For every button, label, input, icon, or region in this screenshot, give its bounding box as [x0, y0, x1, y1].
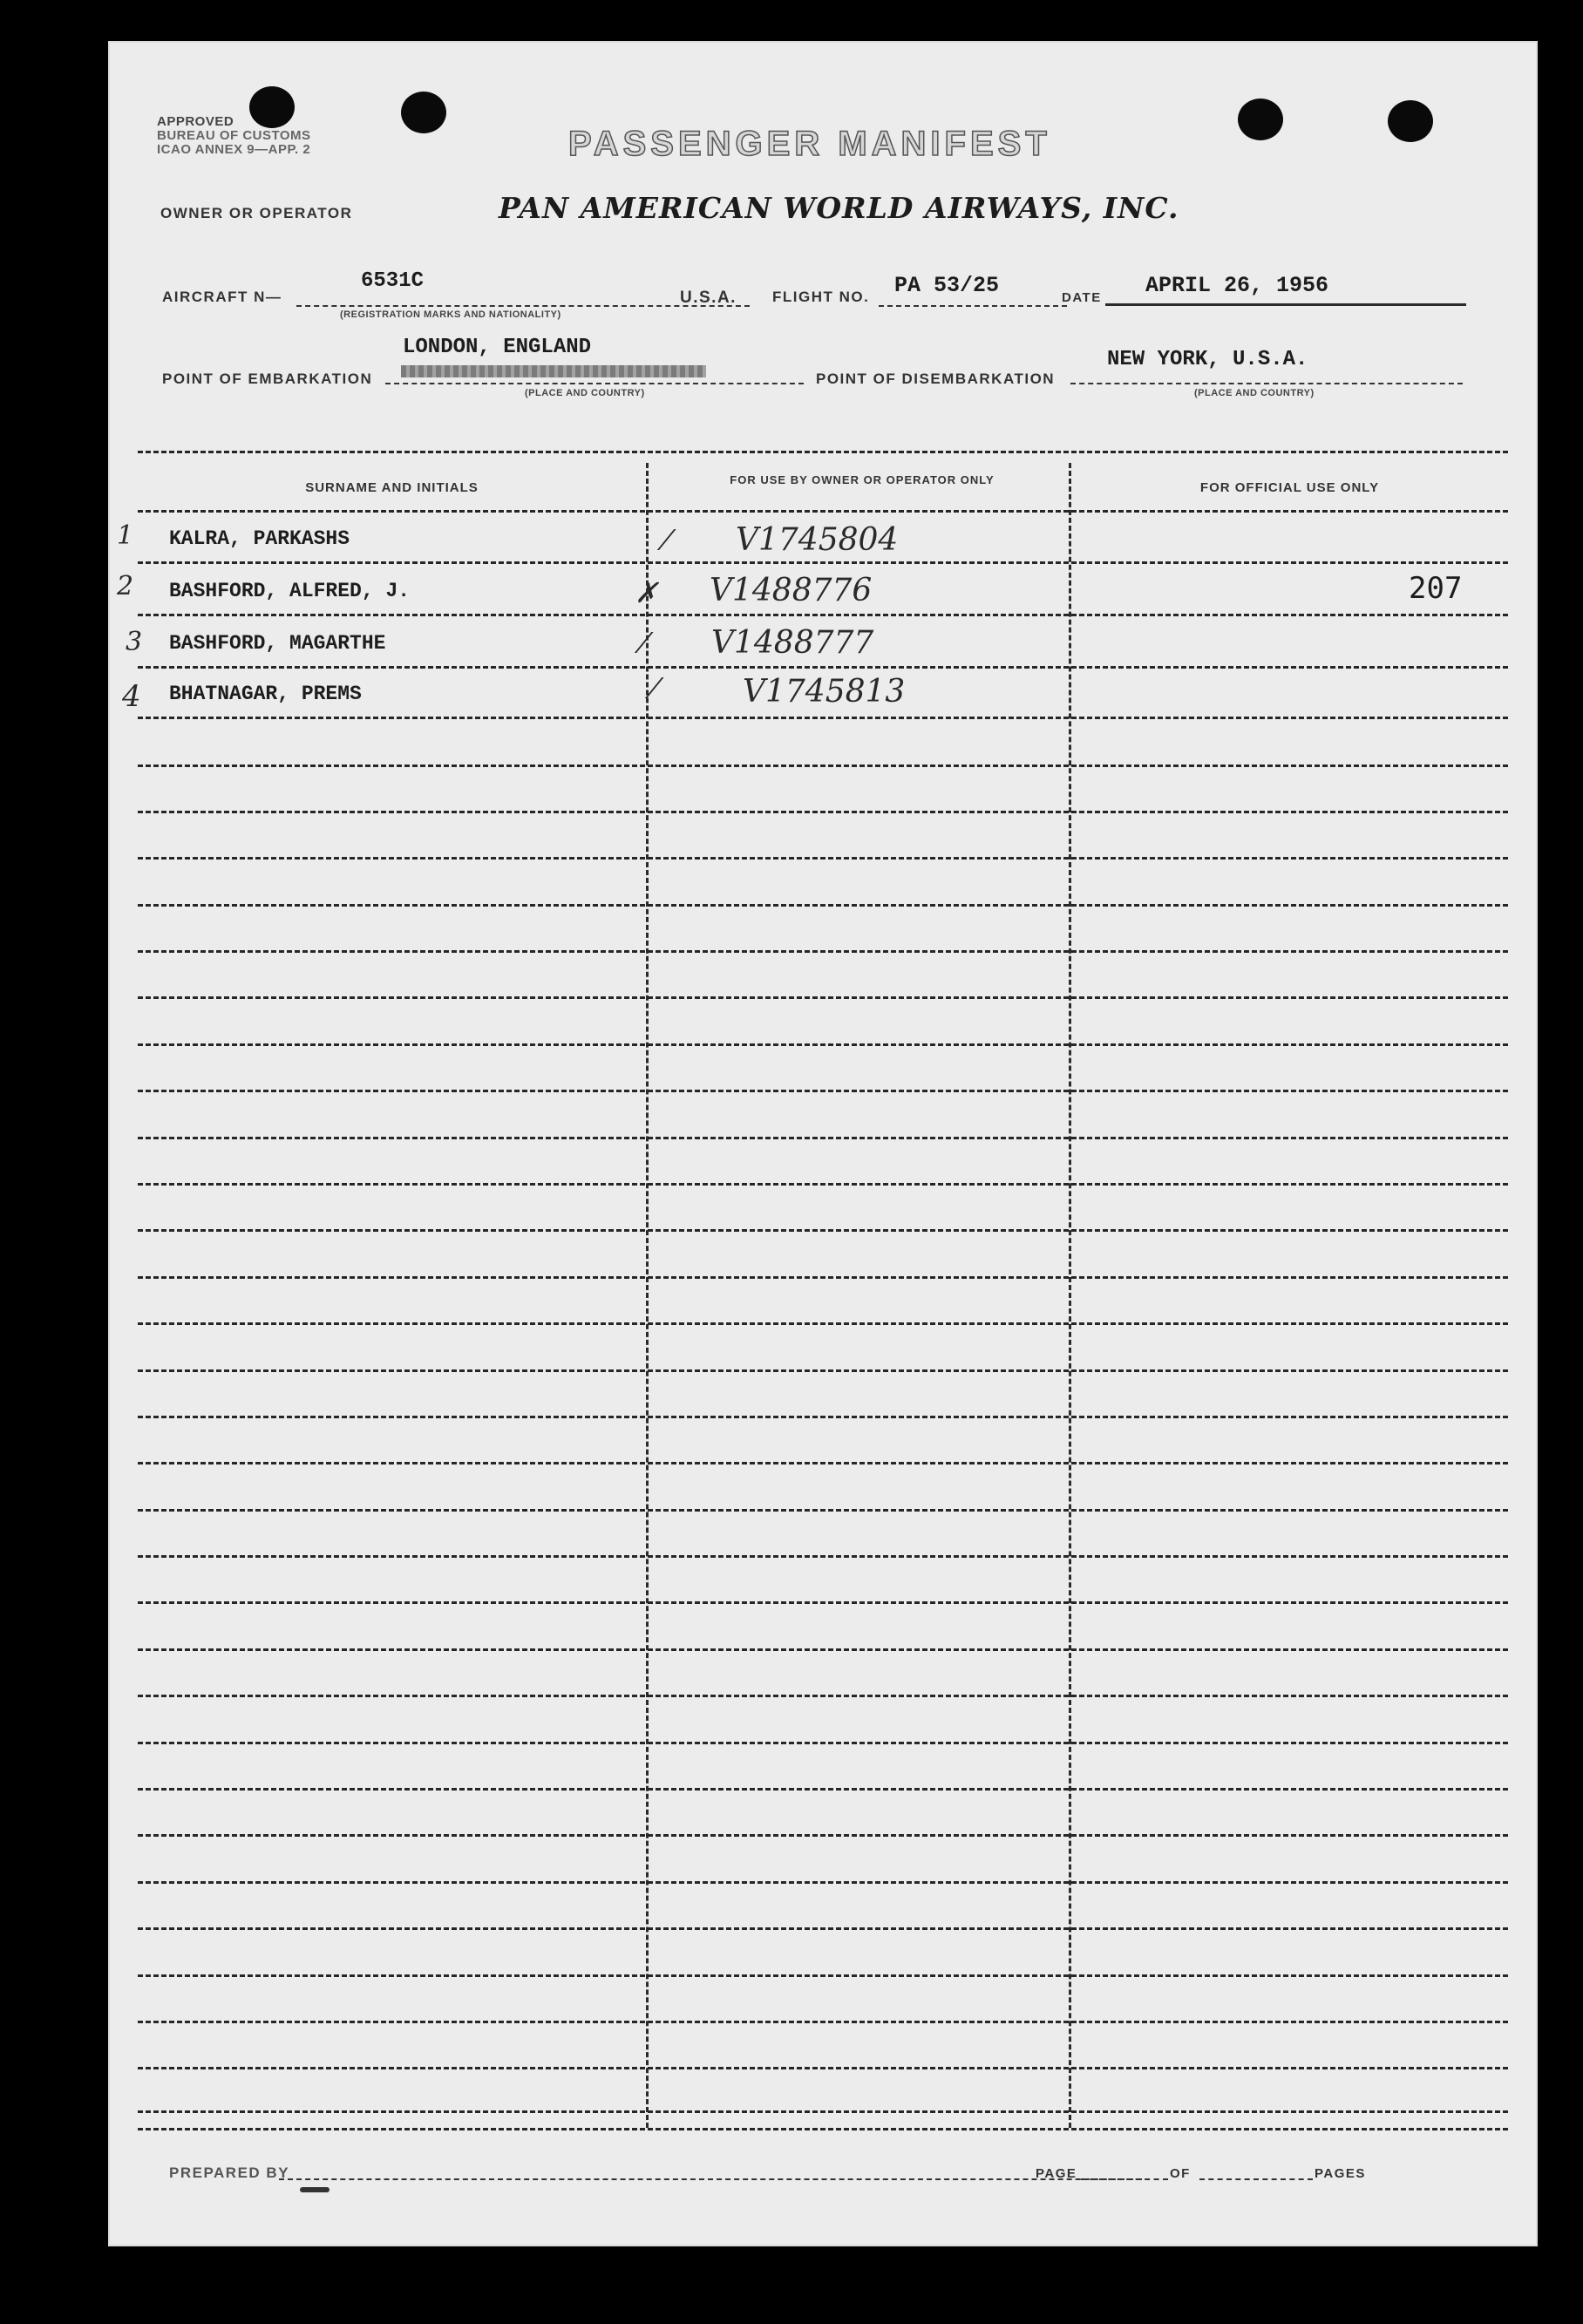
row-line — [138, 1742, 1508, 1744]
check-mark: ✗ — [635, 576, 658, 609]
aircraft-label: AIRCRAFT N— — [162, 289, 282, 305]
page-line — [1081, 2178, 1168, 2180]
check-mark: ⁄ — [664, 524, 669, 557]
check-mark: ⁄ — [652, 672, 657, 705]
approval-line: ICAO ANNEX 9—APP. 2 — [157, 142, 311, 157]
disembark-label: POINT OF DISEMBARKATION — [816, 370, 1056, 387]
visa-number: V1488776 — [710, 573, 873, 608]
row-line — [138, 1416, 1508, 1418]
row-number: 3 — [126, 627, 143, 657]
passenger-name: KALRA, PARKASHS — [169, 527, 350, 550]
row-line — [138, 1276, 1508, 1279]
row-number: 2 — [117, 571, 134, 601]
row-line — [138, 666, 1508, 669]
embark-label: POINT OF EMBARKATION — [162, 370, 373, 387]
row-line — [138, 1974, 1508, 1977]
row-line — [138, 1695, 1508, 1697]
of-line — [1199, 2178, 1313, 2180]
visa-number: V1745813 — [743, 674, 906, 710]
header-bottom-line — [138, 510, 1508, 513]
row-line — [138, 996, 1508, 999]
disembark-line — [1070, 383, 1463, 384]
row-line — [138, 1927, 1508, 1930]
aircraft-caption: (REGISTRATION MARKS AND NATIONALITY) — [340, 309, 561, 320]
row-line — [138, 857, 1508, 860]
date-label: DATE — [1062, 290, 1102, 305]
row-line — [138, 1601, 1508, 1604]
aircraft-value: 6531C — [361, 269, 425, 293]
header-owner — [688, 473, 1036, 486]
manifest-page — [108, 41, 1538, 2246]
nationality-value: U.S.A. — [680, 289, 737, 307]
prepared-line — [279, 2178, 1142, 2180]
row-line — [138, 904, 1508, 907]
date-line — [1105, 303, 1466, 306]
header-name: SURNAME AND INITIALS — [305, 480, 479, 495]
row-line — [138, 2021, 1508, 2023]
disembark-caption: (PLACE AND COUNTRY) — [1194, 388, 1315, 398]
pages-label: PAGES — [1315, 2166, 1366, 2181]
owner-label: OWNER OR OPERATOR — [160, 205, 353, 221]
flight-label: FLIGHT NO. — [772, 289, 870, 305]
row-line — [138, 1043, 1508, 1046]
punch-hole — [1388, 100, 1433, 142]
row-line — [138, 764, 1508, 767]
table-top-line — [138, 451, 1508, 453]
row-number: 4 — [122, 679, 141, 714]
page-label: PAGE — [1036, 2166, 1077, 2181]
passenger-name: BASHFORD, MAGARTHE — [169, 632, 386, 655]
row-line — [138, 1229, 1508, 1232]
header-owner-text: FOR USE BY OWNER OR OPERATOR ONLY — [730, 473, 995, 486]
punch-hole — [249, 86, 295, 128]
row-line — [138, 2110, 1508, 2113]
disembark-value: NEW YORK, U.S.A. — [1107, 348, 1308, 371]
approval-line: APPROVED — [157, 114, 234, 129]
passenger-name: BHATNAGAR, PREMS — [169, 683, 362, 705]
official-value: 207 — [1409, 571, 1463, 606]
row-line — [138, 1183, 1508, 1186]
row-line — [138, 1090, 1508, 1092]
row-line — [138, 1322, 1508, 1325]
prepared-label: PREPARED BY — [169, 2164, 290, 2181]
table-bottom-line — [138, 2128, 1508, 2130]
row-line — [138, 1509, 1508, 1512]
signature-mark — [300, 2187, 330, 2192]
flight-line — [879, 305, 1067, 307]
visa-number: V1745804 — [736, 522, 899, 558]
owner-value: PAN AMERICAN WORLD AIRWAYS, INC. — [499, 191, 1179, 225]
passenger-name: BASHFORD, ALFRED, J. — [169, 580, 411, 602]
flight-value: PA 53/25 — [894, 273, 1000, 298]
row-line — [138, 2067, 1508, 2069]
row-line — [138, 811, 1508, 813]
row-line — [138, 1881, 1508, 1884]
column-divider — [1069, 463, 1071, 2128]
row-line — [138, 561, 1508, 564]
visa-number: V1488777 — [711, 625, 874, 661]
row-line — [138, 1369, 1508, 1372]
punch-hole — [401, 92, 446, 133]
check-mark: ⁄ — [642, 627, 647, 660]
punch-hole — [1238, 99, 1283, 140]
column-divider — [646, 463, 649, 2128]
header-official: FOR OFFICIAL USE ONLY — [1199, 480, 1380, 495]
row-line — [138, 1555, 1508, 1558]
form-title: PASSENGER MANIFEST — [568, 125, 1051, 163]
row-line — [138, 717, 1508, 719]
row-number: 1 — [117, 520, 134, 551]
row-line — [138, 1788, 1508, 1791]
row-line — [138, 1648, 1508, 1651]
row-line — [138, 1462, 1508, 1464]
approval-line: BUREAU OF CUSTOMS — [157, 128, 311, 143]
embark-line — [385, 383, 804, 384]
embark-value: LONDON, ENGLAND — [403, 336, 592, 359]
of-label: OF — [1170, 2166, 1191, 2181]
row-line — [138, 950, 1508, 953]
row-line — [138, 1834, 1508, 1837]
embark-caption: (PLACE AND COUNTRY) — [525, 388, 645, 398]
row-line — [138, 614, 1508, 616]
date-value: APRIL 26, 1956 — [1145, 273, 1329, 298]
embark-strikeout — [401, 365, 706, 377]
row-line — [138, 1137, 1508, 1139]
